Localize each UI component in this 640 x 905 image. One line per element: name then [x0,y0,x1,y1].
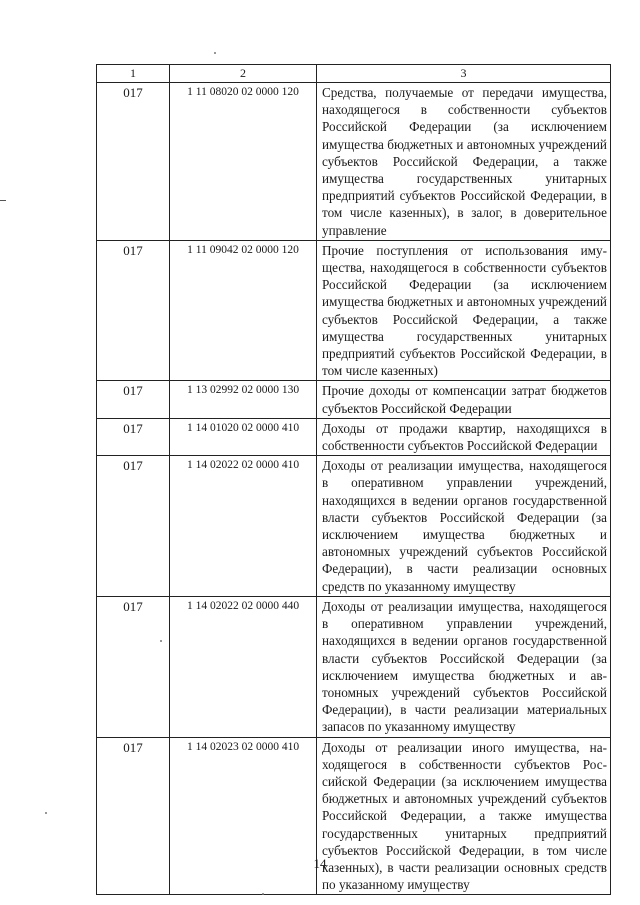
admin-code-cell: 017 [97,596,170,737]
scan-speck [160,640,162,642]
table-row [97,381,611,418]
scan-speck [214,52,216,54]
revenue-description-cell: Доходы от реализации имущества, находящегося в оперативном управлении учреждений, находящихся в ведении органов государственной власти субъектов Российской Федерации (за исключением имущества бюджетных и автономных учреждений субъектов Российской Федерации), в части реализации основных средств по указанному имуществу [317,456,611,597]
column-header-2: 2 [170,65,317,83]
revenue-description-cell: Прочие доходы от компенсации затрат бюджетов субъектов Российской Федерации [317,381,611,418]
admin-code-cell: 017 [97,418,170,455]
table-row [97,418,611,455]
revenue-description-cell: Доходы от реализации иного имущества, находящегося в собственности субъектов Российской Федерации (за исключением имущества бюджетных и автономных учреждений субъектов Российской Федерации, а также имущества государственных унитарных предприятий субъектов Российской Федерации, в том числе казенных), в части реализации основных средств по указанному имуществу [317,737,611,895]
revenue-description-cell: Прочие поступления от использования имущества, находящегося в собственности субъектов Российской Федерации (за исключением имущества бюджетных и автономных учреждений субъектов Российской Федерации, а также имущества государственных унитарных предприятий субъектов Российской Федерации, в том числе казенных) [317,240,611,381]
admin-code-cell: 017 [97,456,170,597]
revenue-description-cell: Доходы от реализации имущества, находящегося в оперативном управлении учреждений, находящихся в ведении органов государственной власти субъектов Российской Федерации (за исключением имущества бюджетных и автономных учреждений субъектов Российской Федерации), в части реализации материальных запасов по указанному имуществу [317,596,611,737]
revenue-codes-table [96,64,611,895]
revenue-description-cell: Средства, получаемые от передачи имущества, находящегося в собственности субъектов Российской Федерации (за исключением имущества бюджетных и автономных учреждений субъектов Российской Федерации, а также имущества государственных унитарных предприятий субъектов Российской Федерации, в том числе казенных), в залог, в доверительное управление [317,83,611,241]
page-number: 14 [313,856,327,871]
table-row [97,596,611,737]
revenue-code-cell: 1 14 02023 02 0000 410 [170,737,317,895]
table-row [97,456,611,597]
scan-speck [262,893,264,895]
revenue-code-cell: 1 11 09042 02 0000 120 [170,240,317,381]
admin-code-cell: 017 [97,381,170,418]
revenue-code-cell: 1 14 01020 02 0000 410 [170,418,317,455]
revenue-code-cell: 1 14 02022 02 0000 410 [170,456,317,597]
table-header-row [97,65,611,83]
admin-code-cell: 017 [97,737,170,895]
column-header-1: 1 [97,65,170,83]
admin-code-cell: 017 [97,240,170,381]
table-row [97,240,611,381]
revenue-code-cell: 1 13 02992 02 0000 130 [170,381,317,418]
table-row [97,83,611,241]
revenue-code-cell: 1 14 02022 02 0000 440 [170,596,317,737]
revenue-description-cell: Доходы от продажи квартир, находящихся в собственности субъектов Российской Федерации [317,418,611,455]
scan-mark [0,200,6,201]
scan-speck [45,812,47,814]
revenue-code-cell: 1 11 08020 02 0000 120 [170,83,317,241]
admin-code-cell: 017 [97,83,170,241]
column-header-3: 3 [317,65,611,83]
